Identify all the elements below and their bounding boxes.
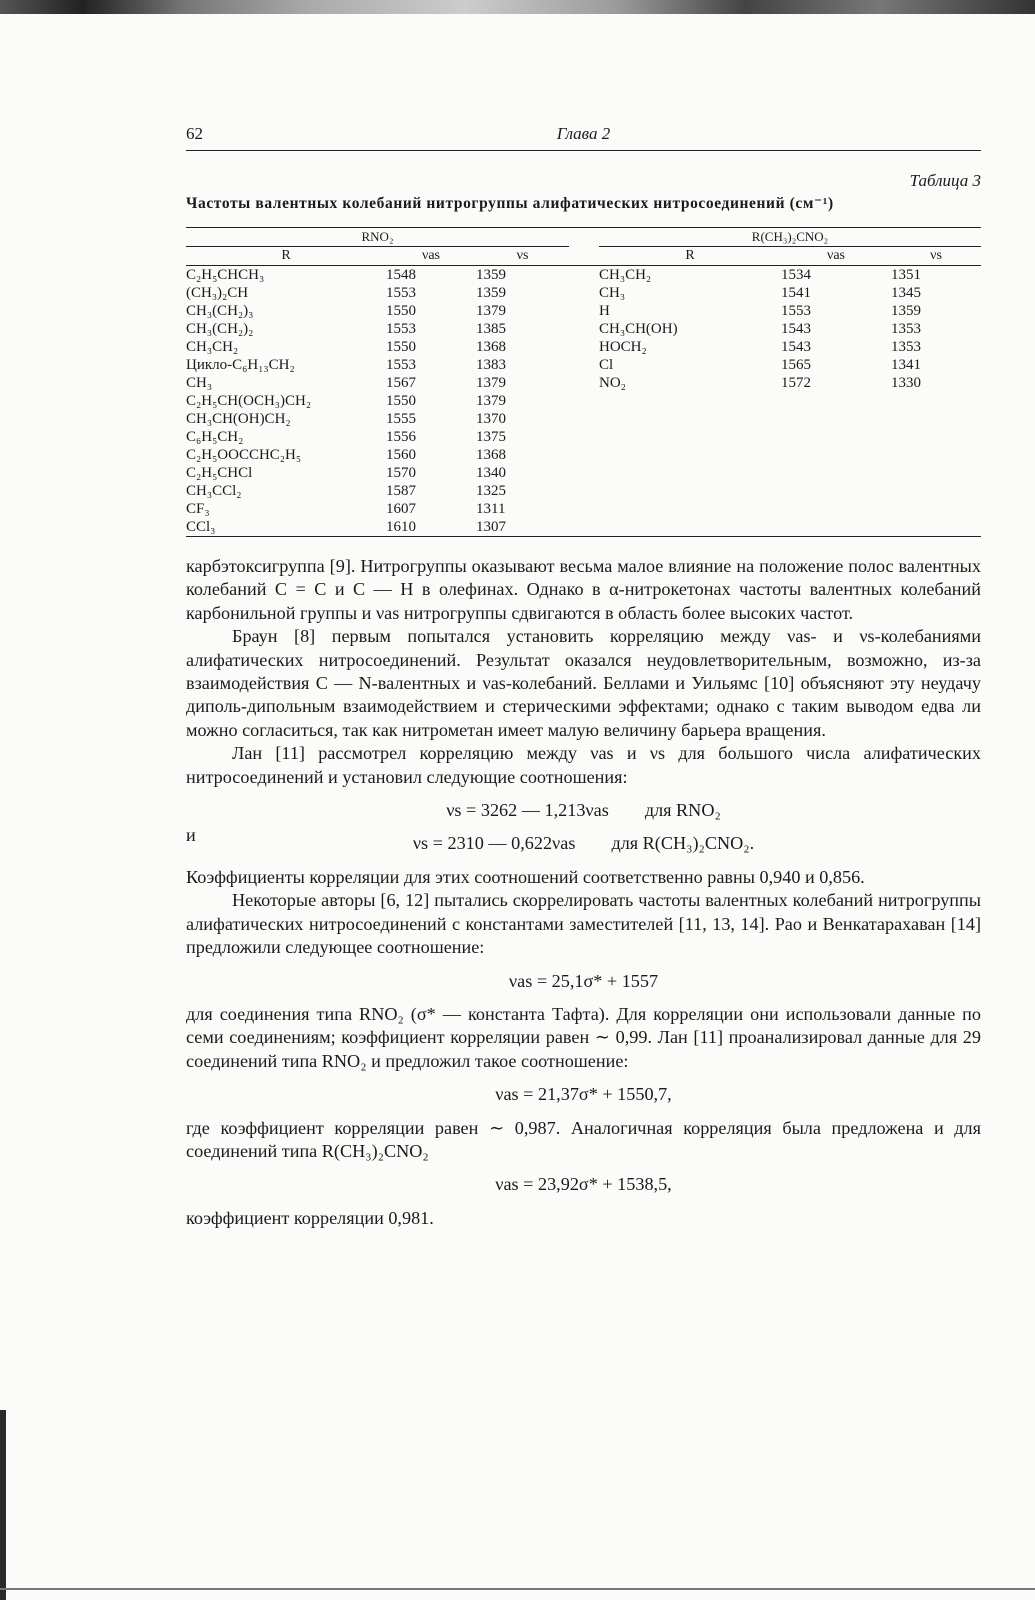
column-header-r-left: R bbox=[186, 247, 386, 266]
table-cell-r: (CH₃)₂CH bbox=[186, 285, 249, 301]
table-cell-vs: 1353 bbox=[891, 339, 921, 355]
table-cell-vas: 1553 bbox=[386, 321, 416, 337]
formula-rch3cno2-sigma: νas = 23,92σ* + 1538,5, bbox=[495, 1174, 672, 1195]
table-cell-vs: 1370 bbox=[476, 411, 506, 427]
column-header-vs-left: νs bbox=[476, 247, 569, 266]
column-header-r-right: R bbox=[599, 247, 781, 266]
table-cell-r: CH₃CCl₂ bbox=[186, 483, 242, 499]
table-cell-vs: 1307 bbox=[476, 519, 506, 535]
column-right-r bbox=[599, 266, 781, 537]
paragraph: Браун [8] первым попытался установить корреляцию между νas- и νs-колебаниями алифатических нитросоединений. Результат оказался неудовлетворительным, возможно, из-за взаимодействия C — N-валентных и νas-колебаний. Беллами и Уильямс [10] объясняют эту неудачу диполь-дипольным взаимодействием и стерическими эффектами; однако с таким выводом едва ли можно согласиться, так как нитрометан имеет малую величину барьера вращения. bbox=[186, 626, 981, 740]
formula-lan: νas = 21,37σ* + 1550,7, bbox=[495, 1084, 672, 1105]
paragraph: где коэффициент корреляции равен ∼ 0,987. Аналогичная корреляция была предложена и для соединений типа R(CH₃)₂CNO₂ bbox=[186, 1117, 981, 1161]
table-cell-vs: 1341 bbox=[891, 357, 921, 373]
table-cell-vas: 1543 bbox=[781, 321, 811, 337]
table-cell-r: CH₃(CH₂)₃ bbox=[186, 303, 254, 319]
table-cell-vas: 1548 bbox=[386, 267, 416, 283]
table-cell-r: C₆H₅CH₂ bbox=[186, 429, 244, 445]
column-header-vas-right: νas bbox=[781, 247, 891, 266]
table-cell-vs: 1375 bbox=[476, 429, 506, 445]
table-cell-vs: 1359 bbox=[476, 285, 506, 301]
table-cell-vs: 1353 bbox=[891, 321, 921, 337]
table-cell-r: H bbox=[599, 303, 610, 319]
table-cell-vs: 1311 bbox=[476, 501, 506, 517]
scan-edge-bottom bbox=[0, 1588, 1035, 1590]
table-cell-vs: 1325 bbox=[476, 483, 506, 499]
table-cell-r: C₂H₅OOCCHC₂H₅ bbox=[186, 447, 302, 463]
group-header-rch3cno2: R(CH₃)₂CNO₂ bbox=[599, 228, 981, 247]
table-cell-r: CH₃ bbox=[186, 375, 213, 391]
book-page bbox=[186, 122, 981, 1230]
table-cell-r: CH₃CH(OH)CH₂ bbox=[186, 411, 291, 427]
table-cell-vs: 1368 bbox=[476, 447, 506, 463]
table-label: Таблица 3 bbox=[909, 171, 981, 190]
table-cell-vas: 1567 bbox=[386, 375, 416, 391]
frequency-table bbox=[186, 227, 981, 537]
table-title: Частоты валентных колебаний нитрогруппы алифатических нитросоединений (см⁻¹) bbox=[186, 195, 834, 212]
table-cell-vs: 1345 bbox=[891, 285, 921, 301]
formula-rno2 bbox=[186, 799, 981, 822]
scan-edge-top bbox=[0, 0, 1035, 14]
table-cell-vas: 1555 bbox=[386, 411, 416, 427]
table-cell-vs: 1383 bbox=[476, 357, 506, 373]
table-cell-r: CH₃ bbox=[599, 285, 626, 301]
table-cell-vs: 1379 bbox=[476, 375, 506, 391]
table-cell-vs: 1340 bbox=[476, 465, 506, 481]
table-cell-vas: 1550 bbox=[386, 339, 416, 355]
table-cell-vs: 1359 bbox=[891, 303, 921, 319]
table-cell-vas: 1565 bbox=[781, 357, 811, 373]
table-cell-vas: 1587 bbox=[386, 483, 416, 499]
conjunction: и bbox=[186, 825, 196, 846]
table-cell-vs: 1359 bbox=[476, 267, 506, 283]
table-cell-r: CF₃ bbox=[186, 501, 210, 517]
table-cell-r: C₂H₅CH(OCH₃)CH₂ bbox=[186, 393, 312, 409]
table-cell-r: CCl₃ bbox=[186, 519, 216, 535]
paragraph: для соединения типа RNO₂ (σ* — константа Тафта). Для корреляции они использовали данные по семи соединениям; коэффициент корреляции равен ∼ 0,99. Лан [11] проанализировал данные для 29 соединений типа RNO₂ и предложил такое соотношение: bbox=[186, 1003, 981, 1071]
table-cell-vs: 1330 bbox=[891, 375, 921, 391]
column-left-vas bbox=[386, 266, 476, 537]
table-cell-vas: 1534 bbox=[781, 267, 811, 283]
table-cell-vas: 1553 bbox=[386, 285, 416, 301]
table-cell-vas: 1570 bbox=[386, 465, 416, 481]
column-left-vs bbox=[476, 266, 569, 537]
table-cell-vas: 1543 bbox=[781, 339, 811, 355]
table-cell-r: CH₃(CH₂)₂ bbox=[186, 321, 254, 337]
formula-rch3cno2 bbox=[186, 825, 981, 855]
paragraph: Некоторые авторы [6, 12] пытались скоррелировать частоты валентных колебаний нитрогруппы алифатических нитросоединений с константами заместителей [11, 13, 14]. Рао и Венкатарахаван [14] предложили следующее соотношение: bbox=[186, 890, 981, 958]
table-cell-vas: 1560 bbox=[386, 447, 416, 463]
table-cell-vas: 1541 bbox=[781, 285, 811, 301]
table-cell-r: Cl bbox=[599, 357, 614, 373]
table-cell-r: C₂H₅CHCl bbox=[186, 465, 253, 481]
table-cell-r: C₂H₅CHCH₃ bbox=[186, 267, 265, 283]
column-right-vas bbox=[781, 266, 891, 537]
paragraph: Лан [11] рассмотрел корреляцию между νas и νs для большого числа алифатических нитросоединений и установил следующие соотношения: bbox=[186, 743, 981, 787]
table-cell-vs: 1368 bbox=[476, 339, 506, 355]
column-right-vs bbox=[891, 266, 981, 537]
table-cell-vas: 1572 bbox=[781, 375, 811, 391]
table-cell-r: CH₃CH(OH) bbox=[599, 321, 678, 337]
table-cell-vas: 1556 bbox=[386, 429, 416, 445]
formula-expression: νs = 3262 — 1,213νas bbox=[446, 800, 609, 821]
formula-condition: для RNO₂ bbox=[644, 800, 721, 821]
table-cell-r: Цикло-C₆H₁₃CH₂ bbox=[186, 357, 295, 373]
table-cell-vas: 1550 bbox=[386, 393, 416, 409]
paragraph: коэффициент корреляции 0,981. bbox=[186, 1207, 434, 1228]
table-cell-vas: 1553 bbox=[386, 357, 416, 373]
paragraph: Коэффициенты корреляции для этих соотношений соответственно равны 0,940 и 0,856. bbox=[186, 866, 865, 887]
group-header-rno2: RNO₂ bbox=[186, 228, 569, 247]
table-cell-r: HOCH₂ bbox=[599, 339, 647, 355]
column-header-vs-right: νs bbox=[891, 247, 981, 266]
paragraph: карбэтоксигруппа [9]. Нитрогруппы оказывают весьма малое влияние на положение полос валентных колебаний C = C и C — H в олефинах. Однако в α-нитрокетонах частоты валентных колебаний карбонильной группы и νas нитрогруппы сдвигаются в область более высоких частот. bbox=[186, 556, 981, 623]
chapter-title: Глава 2 bbox=[556, 124, 611, 143]
formula-condition: для R(CH₃)₂CNO₂. bbox=[611, 833, 755, 854]
table-cell-vas: 1553 bbox=[781, 303, 811, 319]
page-number: 62 bbox=[186, 124, 203, 143]
table-cell-r: CH₃CH₂ bbox=[599, 267, 652, 283]
table-cell-r: NO₂ bbox=[599, 375, 626, 391]
table-cell-vs: 1351 bbox=[891, 267, 921, 283]
table-cell-r: CH₃CH₂ bbox=[186, 339, 239, 355]
table-cell-vas: 1550 bbox=[386, 303, 416, 319]
table-cell-vs: 1385 bbox=[476, 321, 506, 337]
scan-edge-left bbox=[0, 1410, 6, 1600]
column-header-vas-left: νas bbox=[386, 247, 476, 266]
table-cell-vs: 1379 bbox=[476, 303, 506, 319]
table-cell-vas: 1607 bbox=[386, 501, 416, 517]
formula-expression: νs = 2310 — 0,622νas bbox=[412, 833, 576, 854]
formula-rao: νas = 25,1σ* + 1557 bbox=[508, 970, 659, 991]
body-text bbox=[186, 555, 981, 1230]
column-left-r bbox=[186, 266, 386, 537]
table-cell-vs: 1379 bbox=[476, 393, 506, 409]
table-cell-vas: 1610 bbox=[386, 519, 416, 535]
running-head bbox=[186, 122, 981, 151]
